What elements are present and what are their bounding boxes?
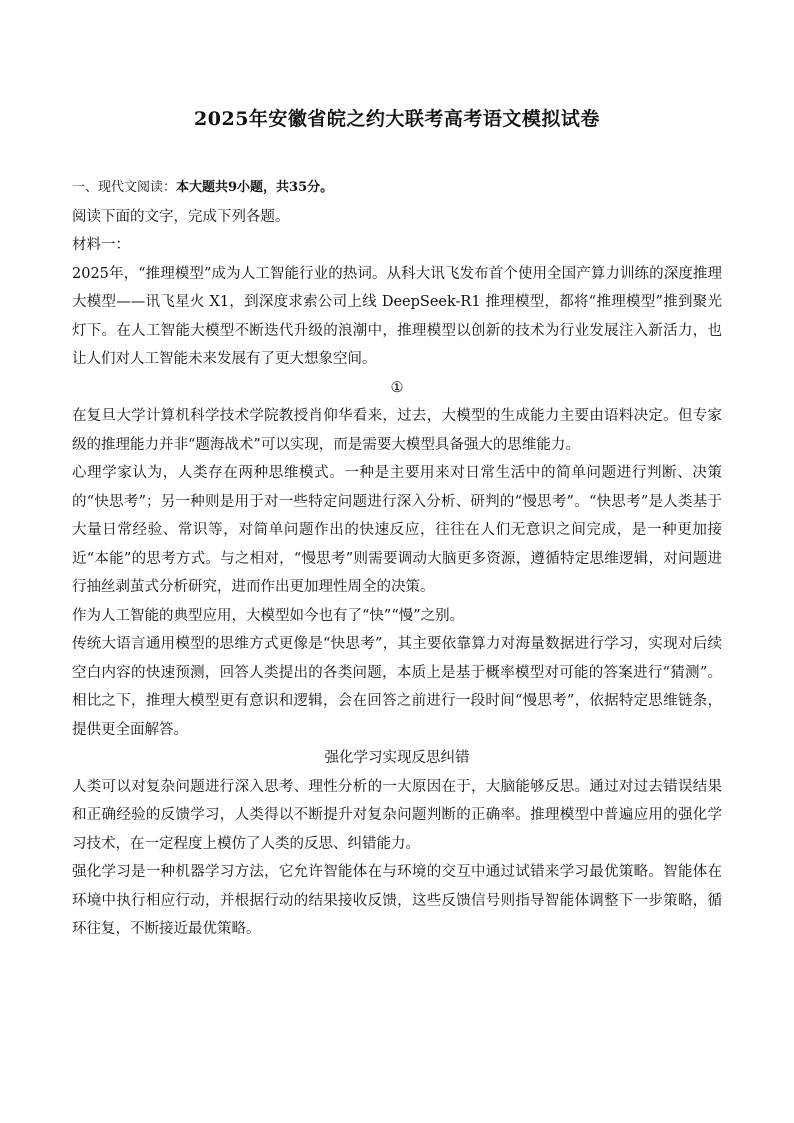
paragraph: 2025年，“推理模型”成为人工智能行业的热词。从科大讯飞发布首个使用全国产算力训练的深度推理大模型——讯飞星火 X1，到深度求索公司上线 DeepSeek-R1 推理模型，都将“推理模型”推到聚光灯下。在人工智能大模型不断迭代升级的浪潮中，推理模型以创新的技术为行业发展注入新活力，也让人们对人工智能未来发展有了更大想象空间。 [72, 265, 722, 367]
paragraph: 心理学家认为，人类存在两种思维模式。一种是主要用来对日常生活中的简单问题进行判断、决策的“快思考”；另一种则是用于对一些特定问题进行深入分析、研判的“慢思考”。“快思考”是人类基于大量日常经验、常识等，对简单问题作出的快速反应，往往在人们无意识之间完成，是一种更加接近“本能”的思考方式。与之相对，“慢思考”则需要调动大脑更多资源，遵循特定思维逻辑，对问题进行抽丝剥茧式分析研究，进而作出更加理性周全的决策。 [72, 465, 722, 595]
section-heading [72, 174, 722, 203]
section-info: 本大题共9小题，共35分。 [176, 180, 334, 195]
document-title: 2025年安徽省皖之约大联考高考语文模拟试卷 [194, 108, 600, 130]
paragraph: 在复旦大学计算机科学技术学院教授肖仰华看来，过去，大模型的生成能力主要由语料决定。但专家级的推理能力并非“题海战术”可以实现，而是需要大模型具备强大的思维能力。 [72, 408, 722, 453]
subsection-marker: ① [390, 379, 404, 396]
material-label: 材料一： [72, 237, 130, 253]
paragraph: 作为人工智能的典型应用，大模型如今也有了“快”“慢”之别。 [72, 607, 465, 624]
paragraph: 人类可以对复杂问题进行深入思考、理性分析的一大原因在于，大脑能够反思。通过对过去错误结果和正确经验的反馈学习，人类得以不断提升对复杂问题判断的正确率。推理模型中普遍应用的强化学习技术，在一定程度上模仿了人类的反思、纠错能力。 [72, 778, 722, 852]
paragraph: 传统大语言通用模型的思维方式更像是“快思考”，其主要依靠算力对海量数据进行学习，实现对后续空白内容的快速预测，回答人类提出的各类问题，本质上是基于概率模型对可能的答案进行“猜测”。相比之下，推理大模型更有意识和逻辑，会在回答之前进行一段时间“慢思考”，依据特定思维链条，提供更全面解答。 [72, 636, 722, 738]
document-body [72, 174, 722, 944]
subheading: 强化学习实现反思纠错 [324, 750, 470, 766]
instruction-text: 阅读下面的文字，完成下列各题。 [72, 208, 290, 225]
paragraph: 强化学习是一种机器学习方法，它允许智能体在与环境的交互中通过试错来学习最优策略。智能体在环境中执行相应行动，并根据行动的结果接收反馈，这些反馈信号则指导智能体调整下一步策略，循环往复，不断接近最优策略。 [72, 864, 722, 937]
section-label: 一、现代文阅读： [72, 180, 177, 195]
